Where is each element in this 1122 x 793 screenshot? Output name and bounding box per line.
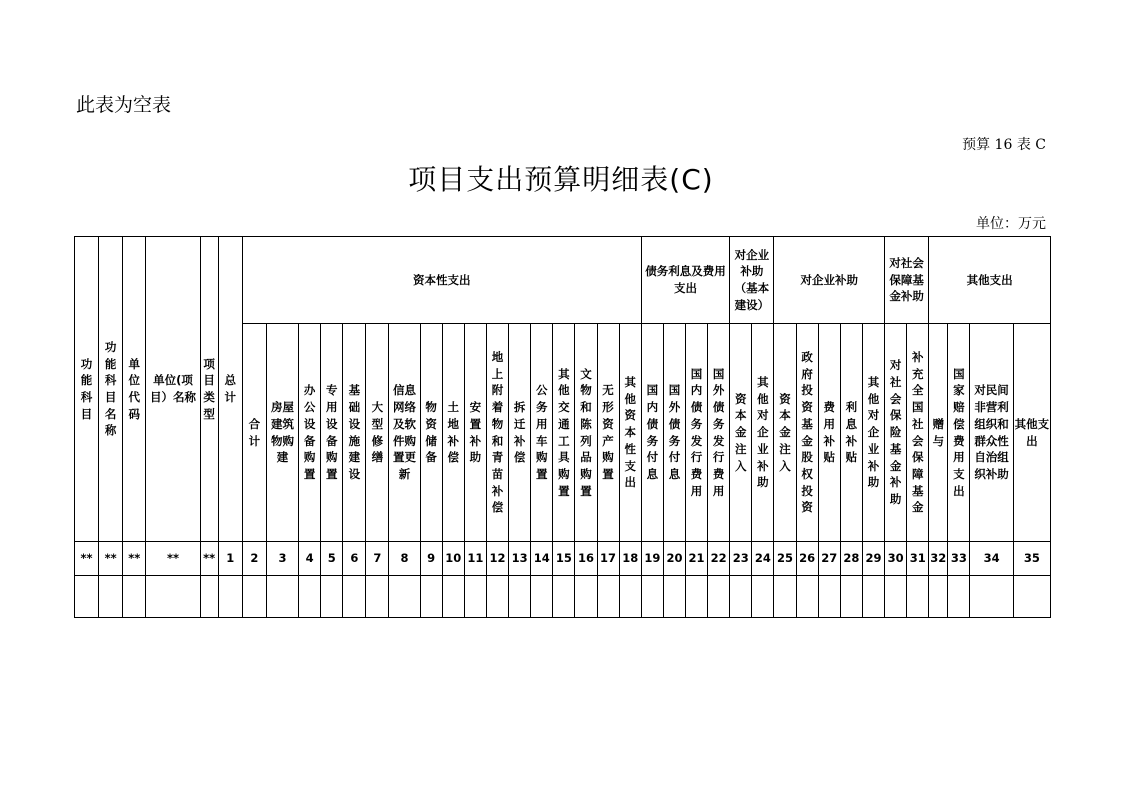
data-cell xyxy=(907,576,929,618)
code-cell: 5 xyxy=(321,542,343,576)
col-header: 国家赔偿费用支出 xyxy=(948,324,970,542)
col-header: 安置补助 xyxy=(464,324,486,542)
col-header: 文物和陈列品购置 xyxy=(575,324,597,542)
col-header: 无形资产购置 xyxy=(597,324,619,542)
code-cell: 6 xyxy=(343,542,366,576)
col-header: 资本金注入 xyxy=(730,324,752,542)
code-cell: ** xyxy=(99,542,123,576)
data-cell xyxy=(818,576,840,618)
code-cell: 28 xyxy=(840,542,862,576)
data-cell xyxy=(321,576,343,618)
data-cell xyxy=(464,576,486,618)
col-header: 其他支出 xyxy=(1013,324,1050,542)
code-cell: ** xyxy=(75,542,99,576)
col-header: 单位(项目）名称 xyxy=(146,237,200,542)
form-number: 预算 16 表 C xyxy=(962,137,1046,153)
code-cell: 33 xyxy=(948,542,970,576)
code-cell: 34 xyxy=(970,542,1013,576)
group-header: 对企业补助 xyxy=(774,237,885,324)
code-cell: 32 xyxy=(929,542,948,576)
data-cell xyxy=(752,576,774,618)
col-header: 国外债务付息 xyxy=(663,324,685,542)
col-header: 功能科目 xyxy=(75,237,99,542)
col-header: 其他交通工具购置 xyxy=(553,324,575,542)
code-cell: 10 xyxy=(442,542,464,576)
col-header: 合计 xyxy=(242,324,266,542)
group-header: 对企业补助（基本建设） xyxy=(730,237,774,324)
data-cell xyxy=(641,576,663,618)
data-cell xyxy=(862,576,884,618)
col-header: 国外债务发行费用 xyxy=(708,324,730,542)
col-header: 费用补贴 xyxy=(818,324,840,542)
col-header: 赠与 xyxy=(929,324,948,542)
data-cell xyxy=(531,576,553,618)
col-header: 资本金注入 xyxy=(774,324,796,542)
code-cell: 19 xyxy=(641,542,663,576)
data-cell xyxy=(146,576,200,618)
data-cell xyxy=(929,576,948,618)
group-header: 其他支出 xyxy=(929,237,1051,324)
col-header: 大型修缮 xyxy=(366,324,389,542)
col-header: 项目类型 xyxy=(200,237,218,542)
col-header: 国内债务付息 xyxy=(641,324,663,542)
code-cell: ** xyxy=(123,542,146,576)
data-cell xyxy=(299,576,321,618)
data-cell xyxy=(948,576,970,618)
code-cell: 16 xyxy=(575,542,597,576)
data-cell xyxy=(200,576,218,618)
data-cell xyxy=(730,576,752,618)
group-header: 对社会保障基金补助 xyxy=(885,237,929,324)
code-cell: 24 xyxy=(752,542,774,576)
data-cell xyxy=(343,576,366,618)
page-title: 项目支出预算明细表(C) xyxy=(408,163,714,196)
col-header: 其他对企业补助 xyxy=(752,324,774,542)
data-cell xyxy=(970,576,1013,618)
code-cell: 29 xyxy=(862,542,884,576)
data-cell xyxy=(486,576,508,618)
col-header: 专用设备购置 xyxy=(321,324,343,542)
code-cell: 9 xyxy=(420,542,442,576)
data-cell xyxy=(123,576,146,618)
data-cell xyxy=(885,576,907,618)
data-cell xyxy=(663,576,685,618)
col-header: 办公设备购置 xyxy=(299,324,321,542)
col-header: 其他资本性支出 xyxy=(619,324,641,542)
col-header: 政府投资基金股权投资 xyxy=(796,324,818,542)
code-cell: 14 xyxy=(531,542,553,576)
data-cell xyxy=(366,576,389,618)
col-header: 对民间非营利组织和群众性自治组织补助 xyxy=(970,324,1013,542)
col-header: 信息网络及软件购置更新 xyxy=(389,324,420,542)
data-cell xyxy=(75,576,99,618)
data-cell xyxy=(553,576,575,618)
code-cell: ** xyxy=(146,542,200,576)
code-cell: 23 xyxy=(730,542,752,576)
code-cell: 30 xyxy=(885,542,907,576)
empty-data-row xyxy=(75,576,1051,618)
col-header: 补充全国社会保障基金 xyxy=(907,324,929,542)
group-header-row xyxy=(75,237,1051,324)
data-cell xyxy=(575,576,597,618)
data-cell xyxy=(420,576,442,618)
code-cell: 17 xyxy=(597,542,619,576)
code-cell: 4 xyxy=(299,542,321,576)
budget-table xyxy=(74,236,1051,618)
code-cell: 31 xyxy=(907,542,929,576)
code-row xyxy=(75,542,1051,576)
data-cell xyxy=(840,576,862,618)
code-cell: 35 xyxy=(1013,542,1050,576)
col-header: 国内债务发行费用 xyxy=(686,324,708,542)
col-header: 总计 xyxy=(218,237,242,542)
code-cell: 2 xyxy=(242,542,266,576)
col-header: 拆迁补偿 xyxy=(509,324,531,542)
code-cell: 12 xyxy=(486,542,508,576)
code-cell: ** xyxy=(200,542,218,576)
data-cell xyxy=(242,576,266,618)
data-cell xyxy=(99,576,123,618)
data-cell xyxy=(1013,576,1050,618)
code-cell: 1 xyxy=(218,542,242,576)
code-cell: 26 xyxy=(796,542,818,576)
data-cell xyxy=(266,576,298,618)
data-cell xyxy=(796,576,818,618)
col-header: 房屋建筑物购建 xyxy=(266,324,298,542)
col-header: 对社会保险基金补助 xyxy=(885,324,907,542)
data-cell xyxy=(442,576,464,618)
col-header: 地上附着物和青苗补偿 xyxy=(486,324,508,542)
code-cell: 27 xyxy=(818,542,840,576)
group-header: 债务利息及费用支出 xyxy=(641,237,729,324)
col-header: 功能科目名称 xyxy=(99,237,123,542)
col-header: 其他对企业补助 xyxy=(862,324,884,542)
data-cell xyxy=(218,576,242,618)
data-cell xyxy=(708,576,730,618)
code-cell: 7 xyxy=(366,542,389,576)
code-cell: 8 xyxy=(389,542,420,576)
col-header: 基础设施建设 xyxy=(343,324,366,542)
code-cell: 21 xyxy=(686,542,708,576)
code-cell: 3 xyxy=(266,542,298,576)
code-cell: 13 xyxy=(509,542,531,576)
data-cell xyxy=(597,576,619,618)
col-header: 单位代码 xyxy=(123,237,146,542)
code-cell: 25 xyxy=(774,542,796,576)
code-cell: 15 xyxy=(553,542,575,576)
unit-label: 单位：万元 xyxy=(976,216,1046,232)
col-header: 土地补偿 xyxy=(442,324,464,542)
code-cell: 22 xyxy=(708,542,730,576)
code-cell: 20 xyxy=(663,542,685,576)
col-header: 利息补贴 xyxy=(840,324,862,542)
data-cell xyxy=(509,576,531,618)
data-cell xyxy=(686,576,708,618)
data-cell xyxy=(619,576,641,618)
col-header: 公务用车购置 xyxy=(531,324,553,542)
data-cell xyxy=(774,576,796,618)
group-header: 资本性支出 xyxy=(242,237,641,324)
code-cell: 11 xyxy=(464,542,486,576)
col-header: 物资储备 xyxy=(420,324,442,542)
data-cell xyxy=(389,576,420,618)
code-cell: 18 xyxy=(619,542,641,576)
empty-table-note: 此表为空表 xyxy=(76,94,172,116)
